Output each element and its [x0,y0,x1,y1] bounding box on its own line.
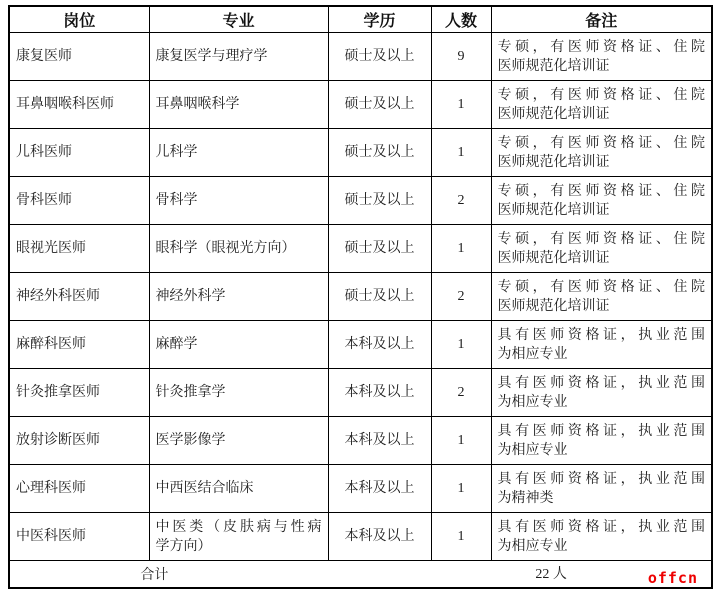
cell-line: 针灸推拿医师 [16,385,100,400]
cell-line: 具有医师资格证，执业范围 [497,423,705,439]
table-row [9,81,712,129]
degree-cell [328,321,431,369]
remark-cell [491,273,712,321]
table-row [9,225,712,273]
cell-line: 神经外科医师 [16,289,100,304]
position-cell [9,33,149,81]
column-header-0: 岗位 [9,6,149,33]
remark-cell [491,321,712,369]
degree-cell [328,177,431,225]
cell-line: 耳鼻咽喉科医师 [16,97,114,112]
position-cell [9,369,149,417]
cell-line: 医师规范化培训证 [497,250,610,266]
cell-line: 康复医学与理疗学 [155,49,268,64]
remark-cell [491,465,712,513]
major-cell [149,369,328,417]
count-cell [431,129,491,177]
degree-cell [328,81,431,129]
table-row [9,177,712,225]
cell-line: 为精神类 [497,490,554,506]
cell-line: 神经外科学 [155,289,226,304]
degree-cell [328,417,431,465]
offcn-watermark: offcn [647,569,698,587]
count-cell [431,321,491,369]
remark-cell [491,129,712,177]
cell-line: 硕士及以上 [344,97,415,112]
major-cell [149,33,328,81]
cell-line: 1 [457,337,465,352]
total-value: 22 人 [535,566,567,582]
table-row [9,129,712,177]
cell-line: 为相应专业 [497,346,568,362]
cell-line: 具有医师资格证，执业范围 [497,471,705,487]
count-cell [431,417,491,465]
cell-line: 硕士及以上 [344,193,415,208]
count-cell [431,225,491,273]
position-cell [9,81,149,129]
column-header-1: 专业 [149,6,328,33]
cell-line: 中西医结合临床 [155,481,254,496]
cell-line: 为相应专业 [497,442,568,458]
cell-line: 医师规范化培训证 [497,298,610,314]
degree-cell [328,129,431,177]
cell-line: 1 [457,241,465,256]
table-row [9,369,712,417]
cell-line: 硕士及以上 [344,145,415,160]
count-cell [431,177,491,225]
count-cell [431,81,491,129]
remark-cell [491,225,712,273]
count-cell [431,465,491,513]
cell-line: 眼视光医师 [16,241,86,256]
cell-line: 骨科学 [155,193,198,208]
major-cell [149,225,328,273]
cell-line: 专硕，有医师资格证、住院 [497,231,705,247]
count-cell [431,513,491,561]
degree-cell [328,513,431,561]
remark-cell [491,177,712,225]
cell-line: 本科及以上 [344,385,415,400]
cell-line: 专硕，有医师资格证、住院 [497,39,705,55]
position-cell [9,417,149,465]
cell-line: 本科及以上 [344,433,415,448]
position-cell [9,465,149,513]
cell-line: 专硕，有医师资格证、住院 [497,183,705,199]
table-row [9,321,712,369]
cell-line: 本科及以上 [344,529,415,544]
cell-line: 2 [457,385,465,400]
header-row [9,6,712,33]
table-row [9,417,712,465]
major-cell [149,177,328,225]
degree-cell [328,33,431,81]
cell-line: 具有医师资格证，执业范围 [497,519,705,535]
cell-line: 医师规范化培训证 [497,106,610,122]
cell-line: 硕士及以上 [344,289,415,304]
remark-cell [491,33,712,81]
cell-line: 学方向） [155,538,212,554]
table-footer [9,561,712,589]
cell-line: 9 [457,49,465,64]
total-row [9,561,712,589]
major-cell [149,465,328,513]
degree-cell [328,273,431,321]
cell-line: 1 [457,97,465,112]
cell-line: 硕士及以上 [344,241,415,256]
table-row [9,465,712,513]
cell-line: 针灸推拿学 [155,385,226,400]
position-cell [9,225,149,273]
cell-line: 放射诊断医师 [16,433,100,448]
cell-line: 医师规范化培训证 [497,58,610,74]
cell-line: 麻醉学 [155,337,198,352]
table-body [9,33,712,561]
cell-line: 1 [457,145,465,160]
cell-line: 1 [457,529,465,544]
degree-cell [328,225,431,273]
table-row [9,33,712,81]
cell-line: 骨科医师 [16,193,72,208]
position-cell [9,513,149,561]
cell-line: 专硕，有医师资格证、住院 [497,279,705,295]
count-cell [431,33,491,81]
cell-line: 耳鼻咽喉科学 [155,97,240,112]
cell-line: 为相应专业 [497,538,568,554]
cell-line: 医师规范化培训证 [497,202,610,218]
remark-cell [491,81,712,129]
cell-line: 为相应专业 [497,394,568,410]
position-cell [9,321,149,369]
table-row [9,513,712,561]
cell-line: 儿科学 [155,145,198,160]
cell-line: 儿科医师 [16,145,72,160]
major-cell [149,81,328,129]
cell-line: 硕士及以上 [344,49,415,64]
cell-line: 医师规范化培训证 [497,154,610,170]
cell-line: 本科及以上 [344,337,415,352]
column-header-3: 人数 [431,6,491,33]
total-label: 合计 [140,568,169,583]
cell-line: 专硕，有医师资格证、住院 [497,87,705,103]
column-header-4: 备注 [491,6,712,33]
cell-line: 具有医师资格证，执业范围 [497,375,705,391]
cell-line: 2 [457,193,465,208]
major-cell [149,273,328,321]
cell-line: 康复医师 [16,49,72,64]
cell-line: 心理科医师 [16,481,86,496]
position-cell [9,177,149,225]
degree-cell [328,465,431,513]
cell-line: 2 [457,289,465,304]
count-cell [431,273,491,321]
cell-line: 具有医师资格证，执业范围 [497,327,705,343]
remark-cell [491,513,712,561]
recruitment-table [8,5,713,589]
table-row [9,273,712,321]
major-cell [149,129,328,177]
position-cell [9,129,149,177]
major-cell [149,321,328,369]
cell-line: 1 [457,481,465,496]
cell-line: 医学影像学 [155,433,226,448]
cell-line: 1 [457,433,465,448]
position-cell [9,273,149,321]
major-cell [149,417,328,465]
cell-line: 中医类（皮肤病与性病 [155,519,322,535]
degree-cell [328,369,431,417]
cell-line: 专硕，有医师资格证、住院 [497,135,705,151]
major-cell [149,513,328,561]
cell-line: 中医科医师 [16,529,86,544]
total-cell [9,561,712,589]
cell-line: 麻醉科医师 [16,337,86,352]
remark-cell [491,417,712,465]
table-header [9,6,712,33]
column-header-2: 学历 [328,6,431,33]
cell-line: 本科及以上 [344,481,415,496]
remark-cell [491,369,712,417]
cell-line: 眼科学（眼视光方向） [155,241,296,256]
count-cell [431,369,491,417]
